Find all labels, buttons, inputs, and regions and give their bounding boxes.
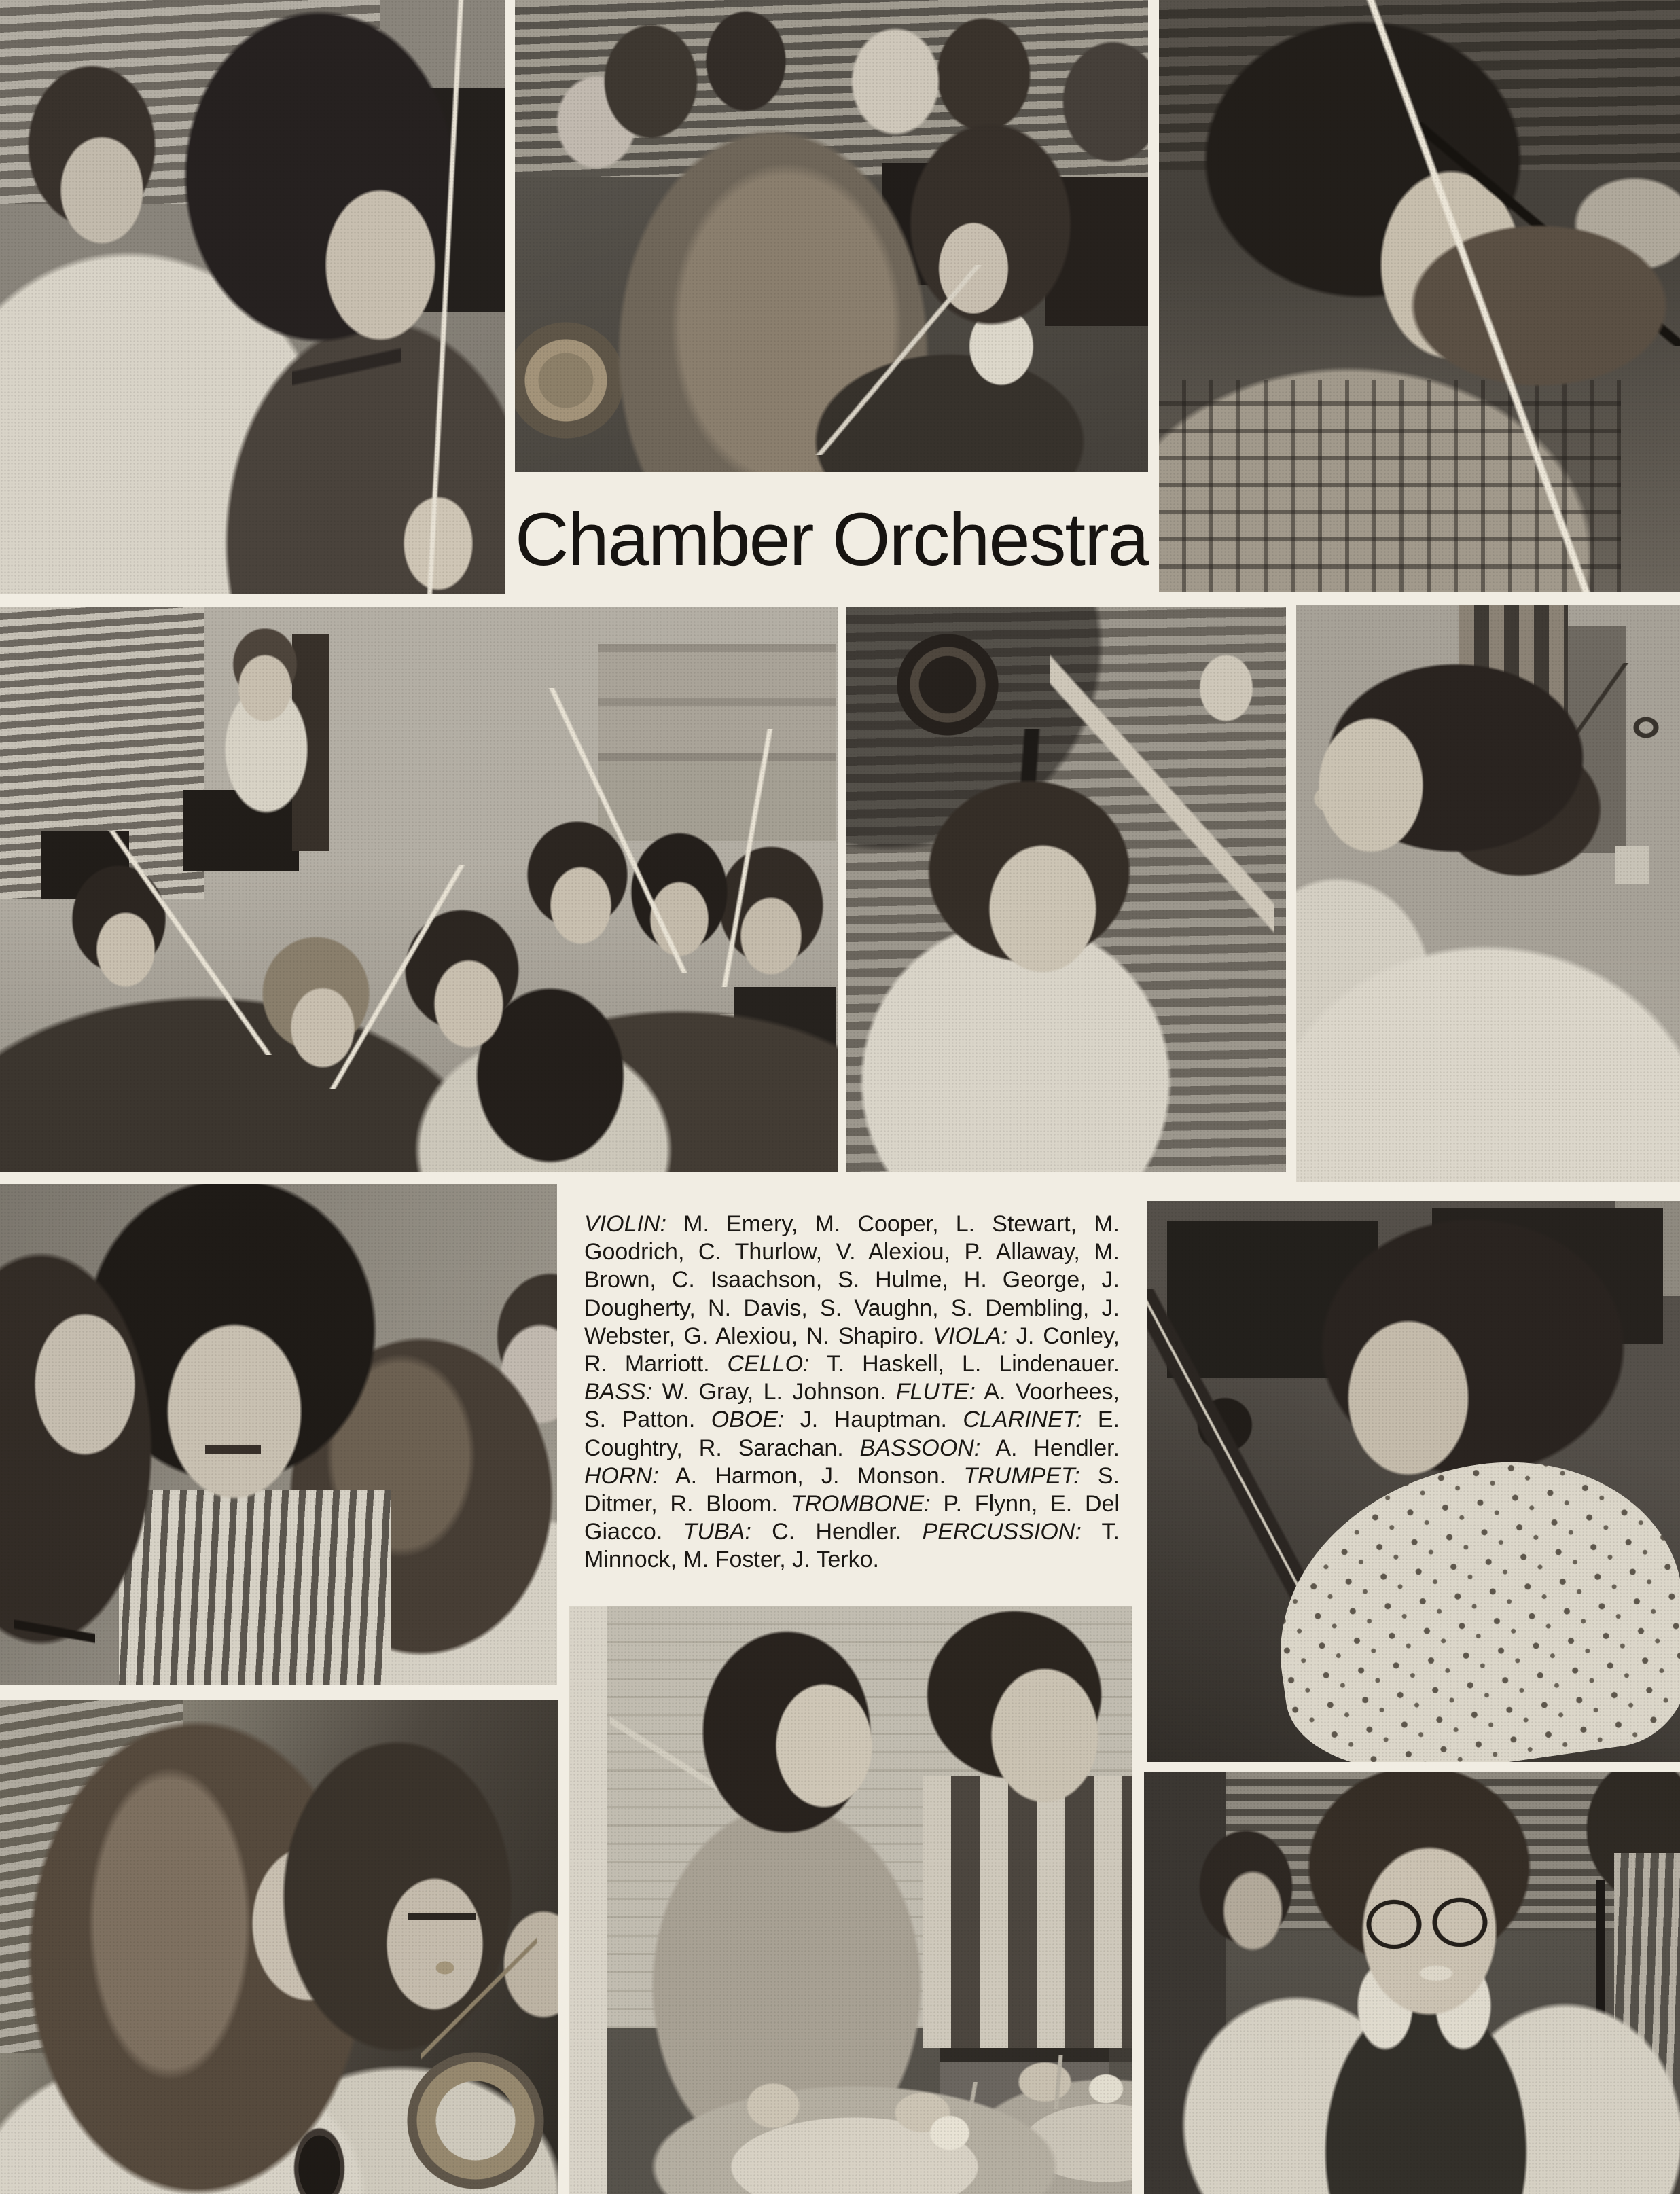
roster-text: VIOLIN: M. Emery, M. Cooper, L. Stewart, M. Goodrich, C. Thurlow, V. Alexiou, P. Allaway, M. Brown, C. Isaachson, S. Hulme, H. George, J. Dougherty, N. Davis, S. Vaughn, S. Dembling, J. Webster, G. Alexiou, N. Shapiro. VIOLA: J. Conley, R. Marriott. CELLO: T. Haskell, L. Lindenauer. BASS: W. Gray, L. Johnson. FLUTE: A. Voorhees, S. Patton. OBOE: J. Hauptman. CLARINET: E. Coughtry, R. Sarachan. BASSOON: A. Hendler. HORN: A. Harmon, J. Monson. TRUMPET: S. Ditmer, R. Bloom. TROMBONE: P. Flynn, E. Del Giacco. TUBA: C. Hendler. PERCUSSION: T. Minnock, M. Foster, J. Terko. xyxy=(584,1211,1120,1573)
instrument-label: BASS: xyxy=(584,1379,653,1405)
instrument-label: FLUTE: xyxy=(895,1379,976,1405)
instrument-label: BASSOON: xyxy=(859,1435,981,1461)
instrument-label: TUBA: xyxy=(683,1519,751,1545)
instrument-label: CELLO: xyxy=(727,1351,810,1378)
photo-horn-players xyxy=(0,1700,558,2194)
instrument-label: TROMBONE: xyxy=(790,1491,931,1517)
photo-violin-player xyxy=(1159,0,1680,592)
instrument-label: CLARINET: xyxy=(963,1407,1082,1433)
instrument-label: TRUMPET: xyxy=(963,1462,1080,1489)
photo-percussionists xyxy=(569,1606,1132,2194)
photo-conductor xyxy=(1296,605,1680,1182)
instrument-label: VIOLA: xyxy=(933,1323,1008,1349)
floral-blouse-shape xyxy=(1257,1439,1680,1762)
photo-floral-cello-player xyxy=(1147,1201,1680,1762)
instrument-label: PERCUSSION: xyxy=(922,1519,1082,1545)
photo-vest-student xyxy=(1144,1772,1680,2194)
page-title: Chamber Orchestra xyxy=(515,497,1148,581)
instrument-label: VIOLIN: xyxy=(584,1211,666,1237)
photo-clarinet-pair xyxy=(0,1184,557,1685)
instrument-label: OBOE: xyxy=(711,1407,785,1433)
instrument-label: HORN: xyxy=(584,1462,659,1489)
photo-double-bass-player xyxy=(846,607,1286,1172)
photo-cello-player xyxy=(0,0,505,594)
title-area xyxy=(515,472,1148,607)
photo-flute-players xyxy=(515,0,1148,472)
photo-orchestra-rehearsal xyxy=(0,607,838,1172)
